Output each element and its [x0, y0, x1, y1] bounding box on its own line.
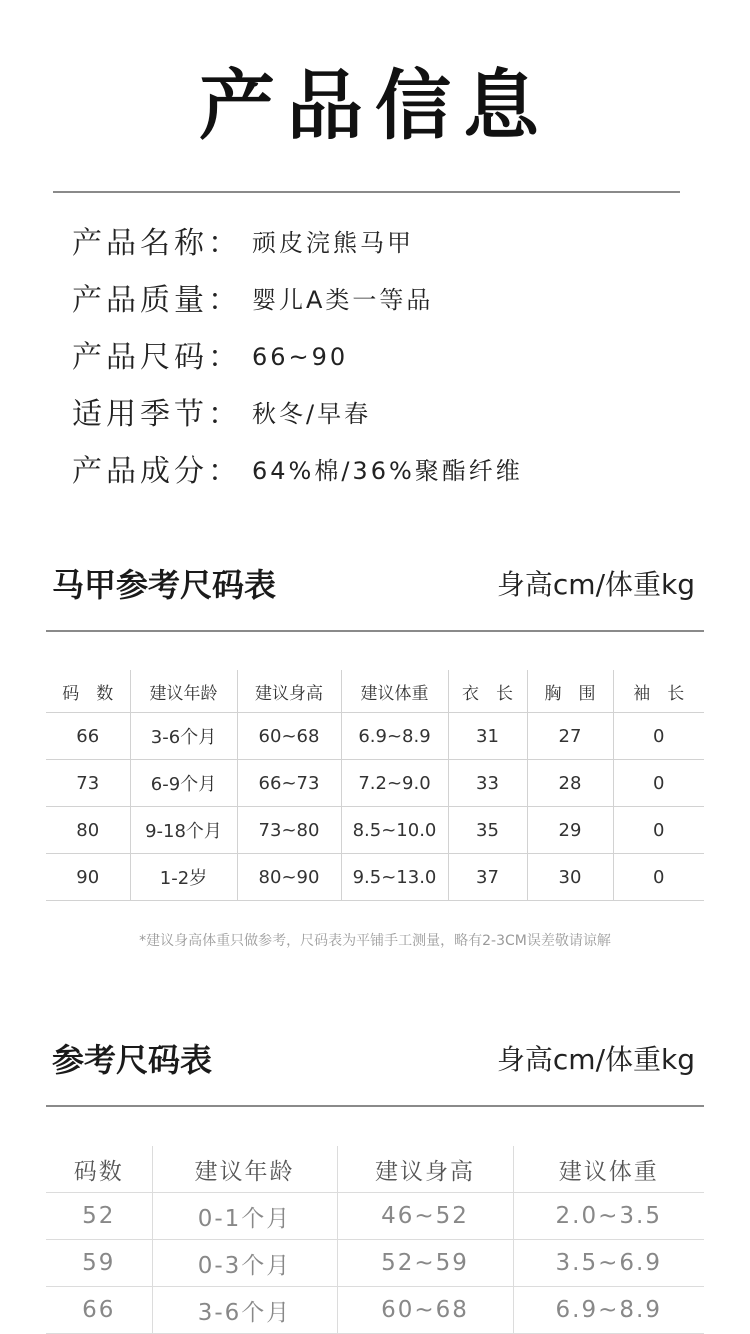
table-cell: 60~68	[337, 1287, 513, 1334]
table-cell: 0	[613, 854, 704, 901]
reference-chart-divider	[46, 1105, 704, 1107]
table-cell: 66	[46, 1287, 152, 1334]
table-cell: 30	[527, 854, 613, 901]
reference-chart-title: 参考尺码表	[52, 1041, 213, 1079]
table-cell: 27	[527, 713, 613, 760]
table-cell: 31	[448, 713, 527, 760]
table-cell: 73~80	[237, 807, 341, 854]
table-cell: 3-6个月	[152, 1287, 337, 1334]
info-row-material	[72, 451, 523, 492]
table-cell: 60~68	[237, 713, 341, 760]
info-value: 顽皮浣熊马甲	[252, 229, 414, 257]
header-cell: 建议年龄	[130, 670, 237, 713]
info-row-size	[72, 337, 348, 378]
size-chart-title: 马甲参考尺码表	[52, 566, 277, 604]
info-label: 产品成分：	[72, 454, 242, 489]
header-cell: 码数	[46, 1146, 152, 1193]
table-cell: 66	[46, 713, 130, 760]
reference-size-table	[46, 1146, 704, 1334]
table-row	[46, 1240, 704, 1287]
table-cell: 6.9~8.9	[513, 1287, 704, 1334]
header-cell: 胸 围	[527, 670, 613, 713]
table-cell: 3-6个月	[130, 713, 237, 760]
table-row	[46, 1287, 704, 1334]
table-cell: 9-18个月	[130, 807, 237, 854]
table-cell: 8.5~10.0	[341, 807, 448, 854]
table-cell: 0	[613, 807, 704, 854]
page-title: 产品信息	[199, 61, 551, 150]
header-cell: 建议年龄	[152, 1146, 337, 1193]
table-row	[46, 854, 704, 901]
measurement-note: *建议身高体重只做参考，尺码表为平铺手工测量，略有2-3CM误差敬请谅解	[139, 933, 611, 949]
table-cell: 66~73	[237, 760, 341, 807]
table-cell: 0	[613, 760, 704, 807]
info-row-quality	[72, 280, 433, 321]
table-cell: 52	[46, 1193, 152, 1240]
size-chart-unit: 身高cm/体重kg	[496, 568, 695, 601]
table-row	[46, 1193, 704, 1240]
table-cell: 35	[448, 807, 527, 854]
info-value: 66~90	[252, 343, 349, 371]
info-label: 产品尺码：	[72, 340, 242, 375]
table-cell: 0-1个月	[152, 1193, 337, 1240]
header-cell: 建议体重	[513, 1146, 704, 1193]
table-cell: 80	[46, 807, 130, 854]
table-cell: 3.5~6.9	[513, 1240, 704, 1287]
table-cell: 1-2岁	[130, 854, 237, 901]
table-cell: 46~52	[337, 1193, 513, 1240]
table-cell: 28	[527, 760, 613, 807]
header-cell: 袖 长	[613, 670, 704, 713]
info-label: 产品名称：	[72, 226, 242, 261]
size-chart-divider	[46, 630, 704, 632]
table-cell: 6.9~8.9	[341, 713, 448, 760]
info-label: 适用季节：	[72, 397, 242, 432]
table-cell: 33	[448, 760, 527, 807]
table-cell: 6-9个月	[130, 760, 237, 807]
table-cell: 0	[613, 713, 704, 760]
info-value: 秋冬/早春	[252, 400, 372, 428]
table-row	[46, 760, 704, 807]
header-cell: 建议体重	[341, 670, 448, 713]
info-value: 64%棉/36%聚酯纤维	[252, 457, 523, 485]
table-cell: 59	[46, 1240, 152, 1287]
table-row	[46, 713, 704, 760]
table-cell: 37	[448, 854, 527, 901]
info-row-name	[72, 223, 414, 264]
table-cell: 7.2~9.0	[341, 760, 448, 807]
table-header-row	[46, 1146, 704, 1193]
table-cell: 52~59	[337, 1240, 513, 1287]
header-cell: 码 数	[46, 670, 130, 713]
table-row	[46, 807, 704, 854]
table-cell: 73	[46, 760, 130, 807]
table-cell: 2.0~3.5	[513, 1193, 704, 1240]
info-row-season	[72, 394, 371, 435]
table-cell: 9.5~13.0	[341, 854, 448, 901]
header-cell: 建议身高	[237, 670, 341, 713]
table-header-row	[46, 670, 704, 713]
reference-chart-unit: 身高cm/体重kg	[496, 1043, 695, 1076]
table-cell: 0-3个月	[152, 1240, 337, 1287]
title-divider	[53, 191, 680, 193]
header-cell: 建议身高	[337, 1146, 513, 1193]
table-cell: 29	[527, 807, 613, 854]
table-cell: 90	[46, 854, 130, 901]
info-value: 婴儿A类一等品	[252, 286, 434, 314]
header-cell: 衣 长	[448, 670, 527, 713]
info-label: 产品质量：	[72, 283, 242, 318]
vest-size-table	[46, 670, 704, 901]
table-cell: 80~90	[237, 854, 341, 901]
